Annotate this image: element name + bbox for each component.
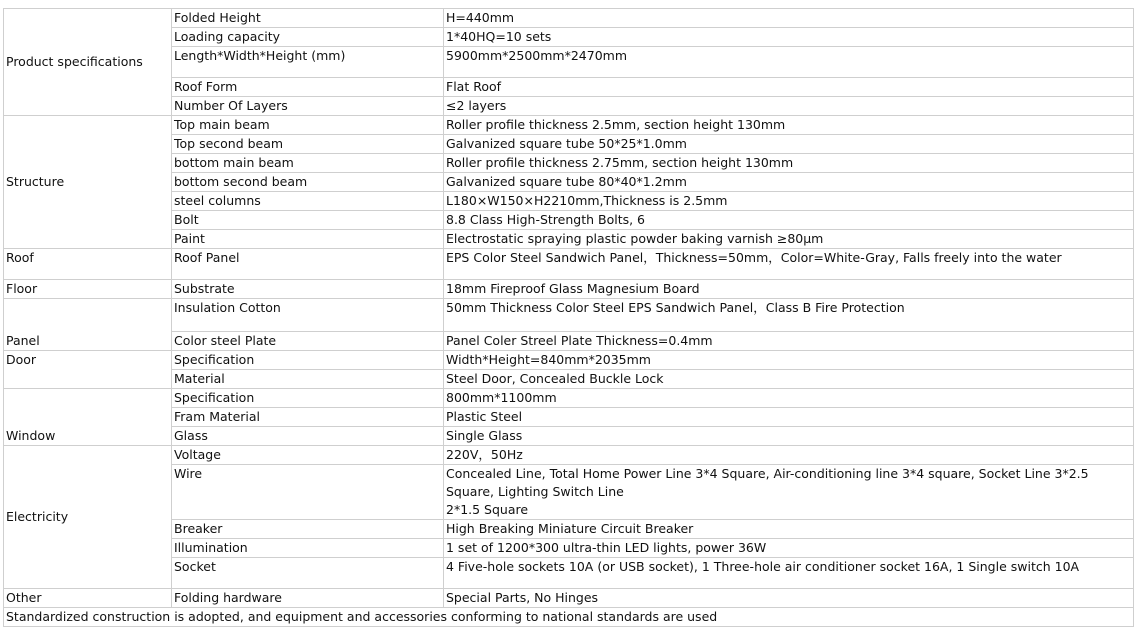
item-label: Folding hardware xyxy=(172,589,444,608)
table-row xyxy=(4,520,1134,539)
category-panel: Panel xyxy=(4,299,172,351)
item-label: Substrate xyxy=(172,280,444,299)
category-door: Door xyxy=(4,351,172,389)
category-structure: Structure xyxy=(4,116,172,249)
item-label: Length*Width*Height (mm) xyxy=(172,47,444,78)
item-value: 220V，50Hz xyxy=(444,446,1134,465)
item-label: Material xyxy=(172,370,444,389)
table-row xyxy=(4,408,1134,427)
item-value: ≤2 layers xyxy=(444,97,1134,116)
table-row xyxy=(4,116,1134,135)
item-value: 1 set of 1200*300 ultra-thin LED lights, power 36W xyxy=(444,539,1134,558)
table-row xyxy=(4,351,1134,370)
table-row xyxy=(4,78,1134,97)
table-row xyxy=(4,173,1134,192)
category-product-specifications: Product specifications xyxy=(4,9,172,116)
wire-value-line: Concealed Line, Total Home Power Line 3*4 Square, Air-conditioning line 3*4 square, Socket Line 3*2.5 Square, Lighting Switch Line xyxy=(446,466,1089,499)
item-value: Plastic Steel xyxy=(444,408,1134,427)
item-label: Socket xyxy=(172,558,444,589)
table-row xyxy=(4,427,1134,446)
item-label: Color steel Plate xyxy=(172,332,444,351)
table-row xyxy=(4,299,1134,332)
item-value: EPS Color Steel Sandwich Panel，Thickness=50mm，Color=White-Gray, Falls freely into the water xyxy=(444,249,1134,280)
table-row xyxy=(4,332,1134,351)
table-row xyxy=(4,192,1134,211)
item-label: Loading capacity xyxy=(172,28,444,47)
table-row xyxy=(4,135,1134,154)
item-label: Breaker xyxy=(172,520,444,539)
item-value xyxy=(444,465,1134,520)
category-other: Other xyxy=(4,589,172,608)
category-roof: Roof xyxy=(4,249,172,280)
item-label: Bolt xyxy=(172,211,444,230)
item-label: Specification xyxy=(172,389,444,408)
item-value: 8.8 Class High-Strength Bolts, 6 xyxy=(444,211,1134,230)
item-value: Roller profile thickness 2.5mm, section height 130mm xyxy=(444,116,1134,135)
table-row xyxy=(4,558,1134,589)
item-value: Special Parts, No Hinges xyxy=(444,589,1134,608)
item-label: Top main beam xyxy=(172,116,444,135)
item-value: Flat Roof xyxy=(444,78,1134,97)
item-label: Fram Material xyxy=(172,408,444,427)
item-label: Roof Form xyxy=(172,78,444,97)
item-label: Illumination xyxy=(172,539,444,558)
footer-note: Standardized construction is adopted, and equipment and accessories conforming to national standards are used xyxy=(4,608,1134,627)
item-label: Voltage xyxy=(172,446,444,465)
table-row xyxy=(4,280,1134,299)
item-value: 50mm Thickness Color Steel EPS Sandwich Panel，Class B Fire Protection xyxy=(444,299,1134,332)
item-value: 1*40HQ=10 sets xyxy=(444,28,1134,47)
item-label: bottom second beam xyxy=(172,173,444,192)
table-row xyxy=(4,249,1134,280)
item-label: Wire xyxy=(172,465,444,520)
category-floor: Floor xyxy=(4,280,172,299)
table-row xyxy=(4,47,1134,78)
item-value: Galvanized square tube 50*25*1.0mm xyxy=(444,135,1134,154)
item-value: Panel Coler Streel Plate Thickness=0.4mm xyxy=(444,332,1134,351)
table-row xyxy=(4,211,1134,230)
item-value: 18mm Fireproof Glass Magnesium Board xyxy=(444,280,1134,299)
table-row xyxy=(4,465,1134,520)
table-row xyxy=(4,389,1134,408)
table-row xyxy=(4,539,1134,558)
table-row xyxy=(4,230,1134,249)
wire-value-line-2: 2*1.5 Square xyxy=(446,502,529,517)
category-electricity: Electricity xyxy=(4,446,172,589)
category-window: Window xyxy=(4,389,172,446)
item-value: Single Glass xyxy=(444,427,1134,446)
item-value: High Breaking Miniature Circuit Breaker xyxy=(444,520,1134,539)
item-value: Galvanized square tube 80*40*1.2mm xyxy=(444,173,1134,192)
item-label: Folded Height xyxy=(172,9,444,28)
table-row xyxy=(4,589,1134,608)
table-row xyxy=(4,446,1134,465)
item-label: Insulation Cotton xyxy=(172,299,444,332)
table-row xyxy=(4,154,1134,173)
item-value: Width*Height=840mm*2035mm xyxy=(444,351,1134,370)
item-value: L180×W150×H2210mm,Thickness is 2.5mm xyxy=(444,192,1134,211)
item-value: 5900mm*2500mm*2470mm xyxy=(444,47,1134,78)
table-row xyxy=(4,370,1134,389)
table-row xyxy=(4,97,1134,116)
item-label: Roof Panel xyxy=(172,249,444,280)
item-label: Top second beam xyxy=(172,135,444,154)
item-label: bottom main beam xyxy=(172,154,444,173)
item-label: steel columns xyxy=(172,192,444,211)
item-value: Steel Door, Concealed Buckle Lock xyxy=(444,370,1134,389)
item-value: Electrostatic spraying plastic powder baking varnish ≥80μm xyxy=(444,230,1134,249)
item-label: Number Of Layers xyxy=(172,97,444,116)
item-label: Paint xyxy=(172,230,444,249)
table-row xyxy=(4,28,1134,47)
item-label: Glass xyxy=(172,427,444,446)
item-value: H=440mm xyxy=(444,9,1134,28)
item-value: 4 Five-hole sockets 10A (or USB socket), 1 Three-hole air conditioner socket 16A, 1 Single switch 10A xyxy=(444,558,1134,589)
item-value: Roller profile thickness 2.75mm, section height 130mm xyxy=(444,154,1134,173)
table-row xyxy=(4,608,1134,627)
table-row xyxy=(4,9,1134,28)
item-value: 800mm*1100mm xyxy=(444,389,1134,408)
spec-table xyxy=(3,8,1134,627)
item-label: Specification xyxy=(172,351,444,370)
